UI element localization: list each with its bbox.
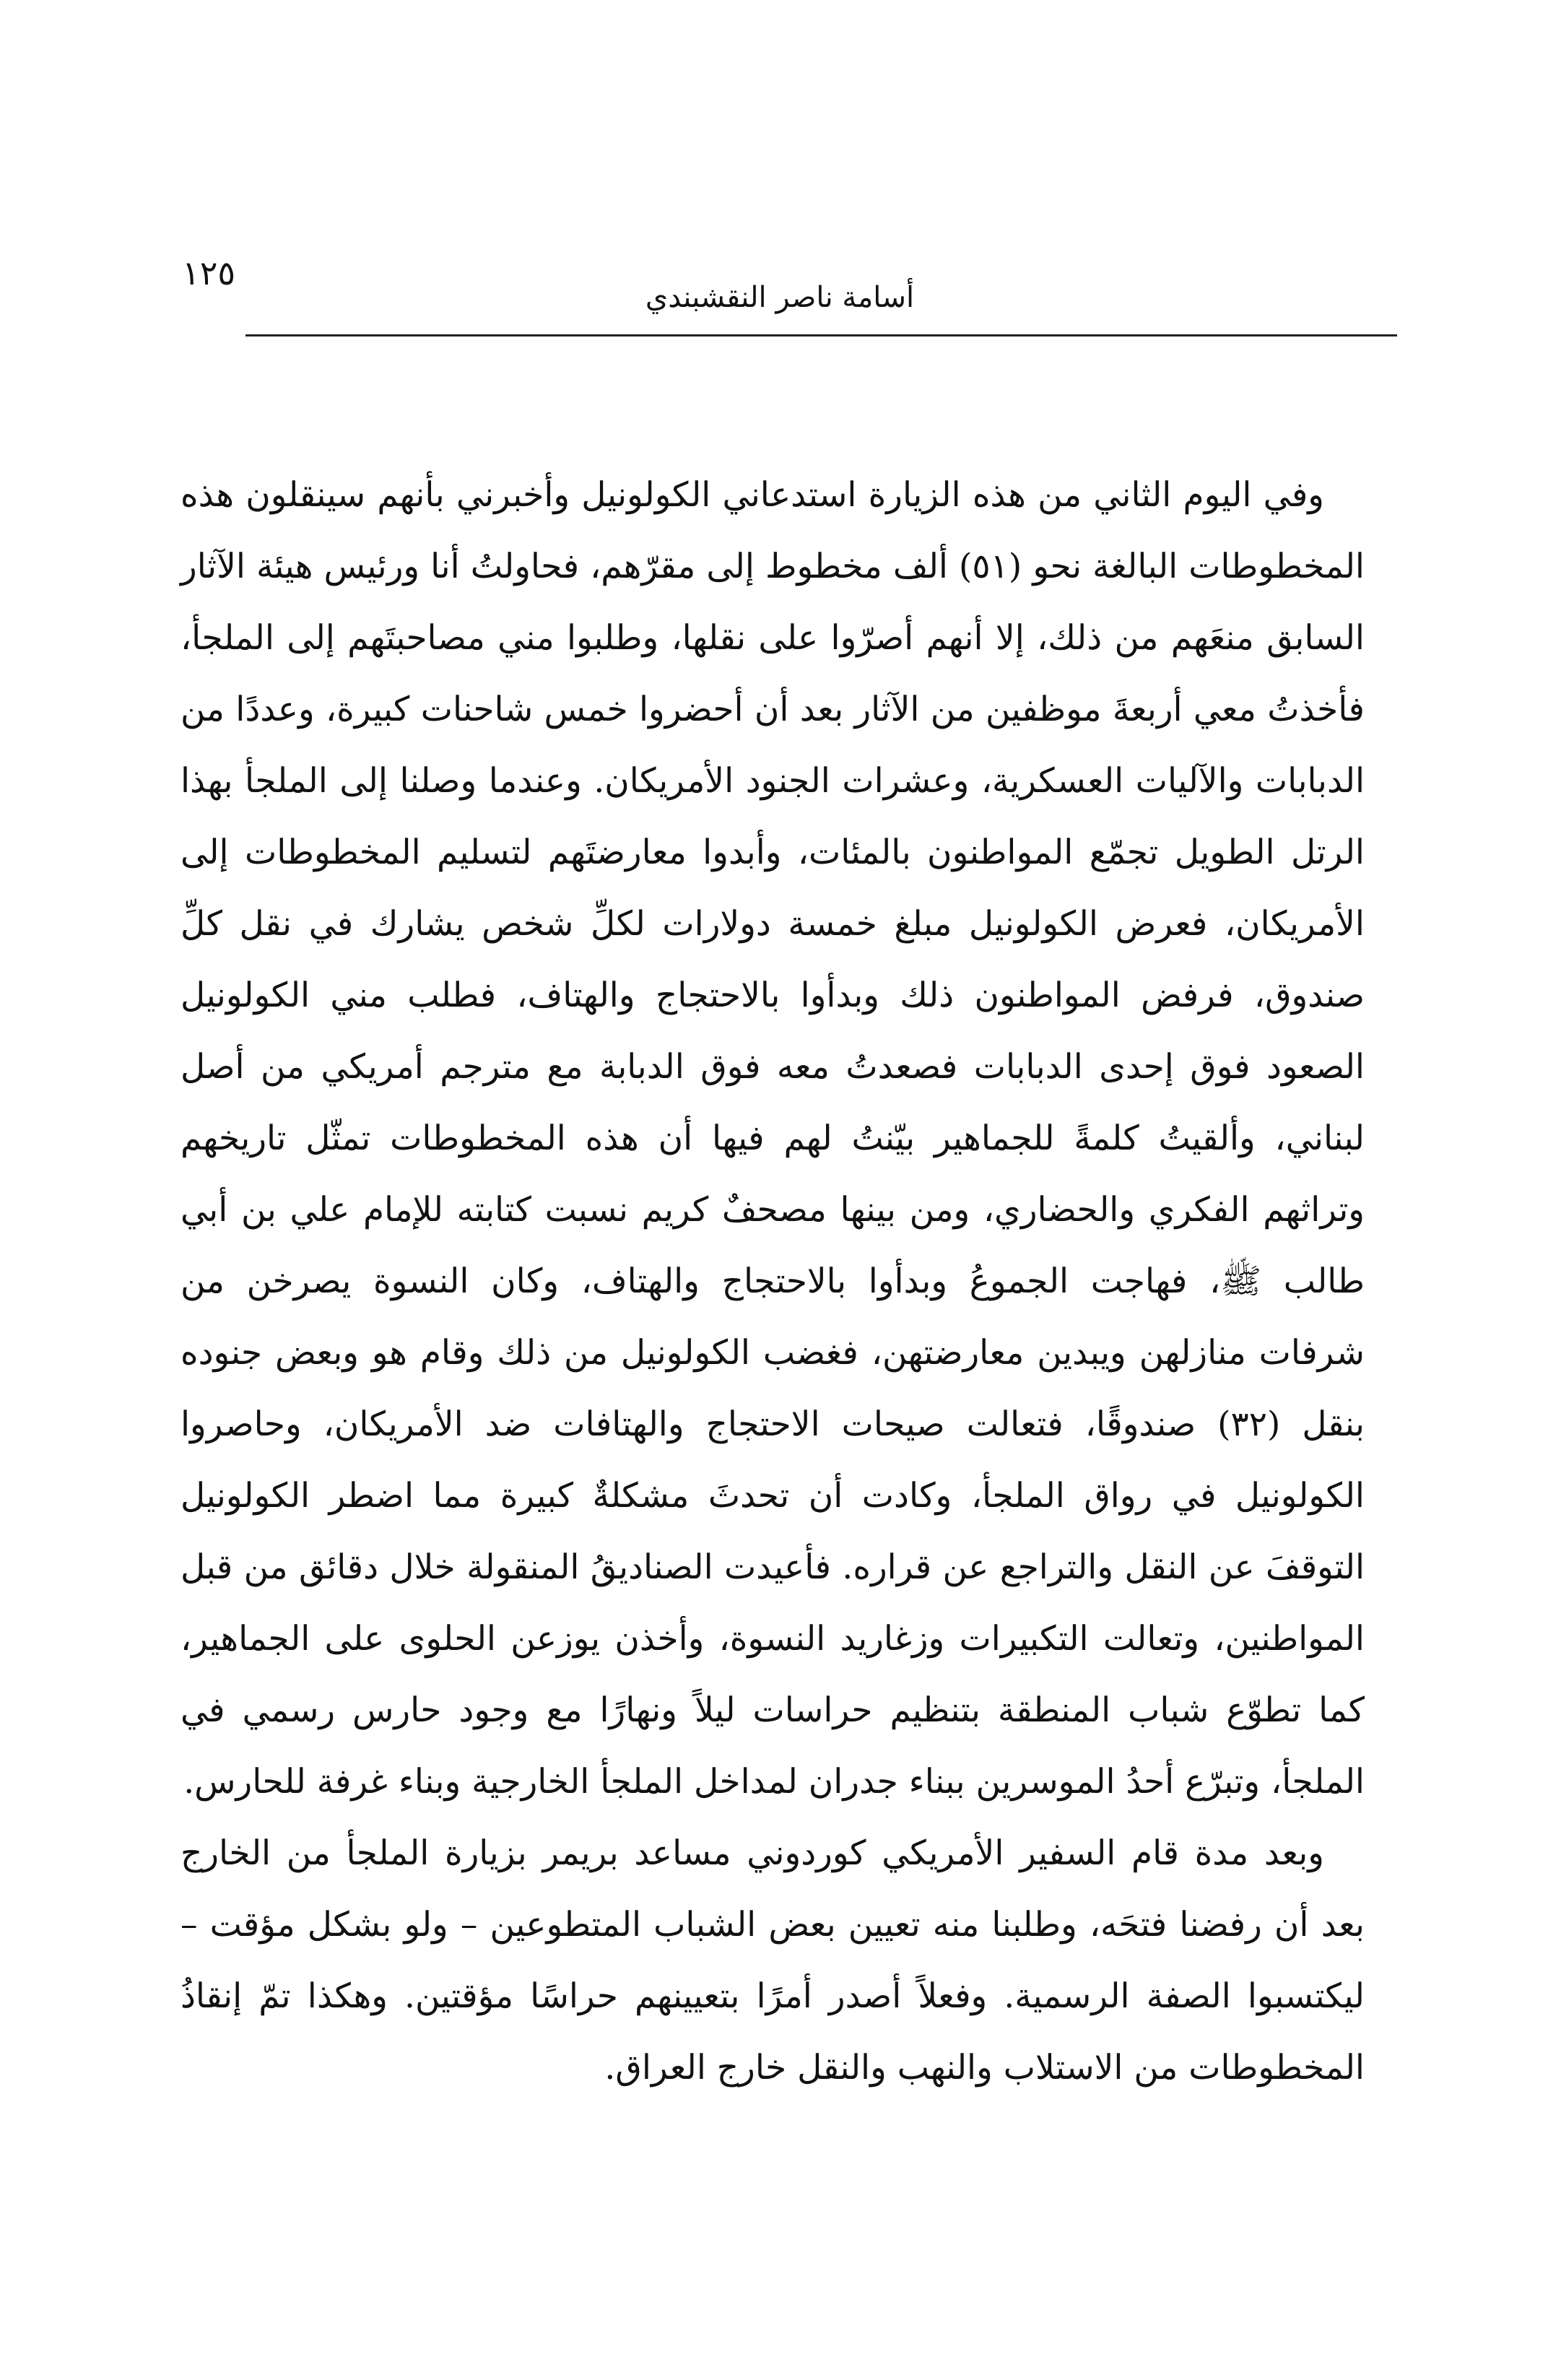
header-divider	[245, 334, 1397, 336]
paragraph: وفي اليوم الثاني من هذه الزيارة استدعاني الكولونيل وأخبرني بأنهم سينقلون هذه المخطوطات البالغة نحو (٥١) ألف مخطوط إلى مقرّهم، فحاولتُ أنا ورئيس هيئة الآثار السابق منعَهم من ذلك، إلا أنهم أصرّوا على نقلها، وطلبوا مني مصاحبتَهم إلى الملجأ، فأخذتُ معي أربعةَ موظفين من الآثار بعد أن أحضروا خمس شاحنات كبيرة، وعددًا من الدبابات والآليات العسكرية، وعشرات الجنود الأمريكان. وعندما وصلنا إلى الملجأ بهذا الرتل الطويل تجمّع المواطنون بالمئات، وأبدوا معارضتَهم لتسليم المخطوطات إلى الأمريكان، فعرض الكولونيل مبلغ خمسة دولارات لكلِّ شخص يشارك في نقل كلِّ صندوق، فرفض المواطنون ذلك وبدأوا بالاحتجاج والهتاف، فطلب مني الكولونيل الصعود فوق إحدى الدبابات فصعدتُ معه فوق الدبابة مع مترجم أمريكي من أصل لبناني، وألقيتُ كلمةً للجماهير بيّنتُ لهم فيها أن هذه المخطوطات تمثّل تاريخهم وتراثهم الفكري والحضاري، ومن بينها مصحفٌ كريم نسبت كتابته للإمام علي بن أبي طالب ﷺ، فهاجت الجموعُ وبدأوا بالاحتجاج والهتاف، وكان النسوة يصرخن من شرفات منازلهن ويبدين معارضتهن، فغضب الكولونيل من ذلك وقام هو وبعض جنوده بنقل (٣٢) صندوقًا، فتعالت صيحات الاحتجاج والهتافات ضد الأمريكان، وحاصروا الكولونيل في رواق الملجأ، وكادت أن تحدثَ مشكلةٌ كبيرة مما اضطر الكولونيل التوقفَ عن النقل والتراجع عن قراره. فأعيدت الصناديقُ المنقولة خلال دقائق من قبل المواطنين، وتعالت التكبيرات وزغاريد النسوة، وأخذن يوزعن الحلوى على الجماهير، كما تطوّع شباب المنطقة بتنظيم حراسات ليلاً ونهارًا مع وجود حارس رسمي في الملجأ، وتبرّع أحدُ الموسرين ببناء جدران لمداخل الملجأ الخارجية وبناء غرفة للحارس.	[181, 475, 1365, 1802]
running-title: أسامة ناصر النقشبندي	[645, 281, 915, 314]
body-text	[181, 459, 1365, 2103]
paragraph: وبعد مدة قام السفير الأمريكي كوردوني مساعد بريمر بزيارة الملجأ من الخارج بعد أن رفضنا فتحَه، وطلبنا منه تعيين بعض الشباب المتطوعين – ولو بشكل مؤقت – ليكتسبوا الصفة الرسمية. وفعلاً أصدر أمرًا بتعيينهم حراسًا مؤقتين. وهكذا تمّ إنقاذُ المخطوطات من الاستلاب والنهب والنقل خارج العراق.	[181, 1833, 1365, 2088]
page-number: ١٢٥	[182, 253, 236, 292]
